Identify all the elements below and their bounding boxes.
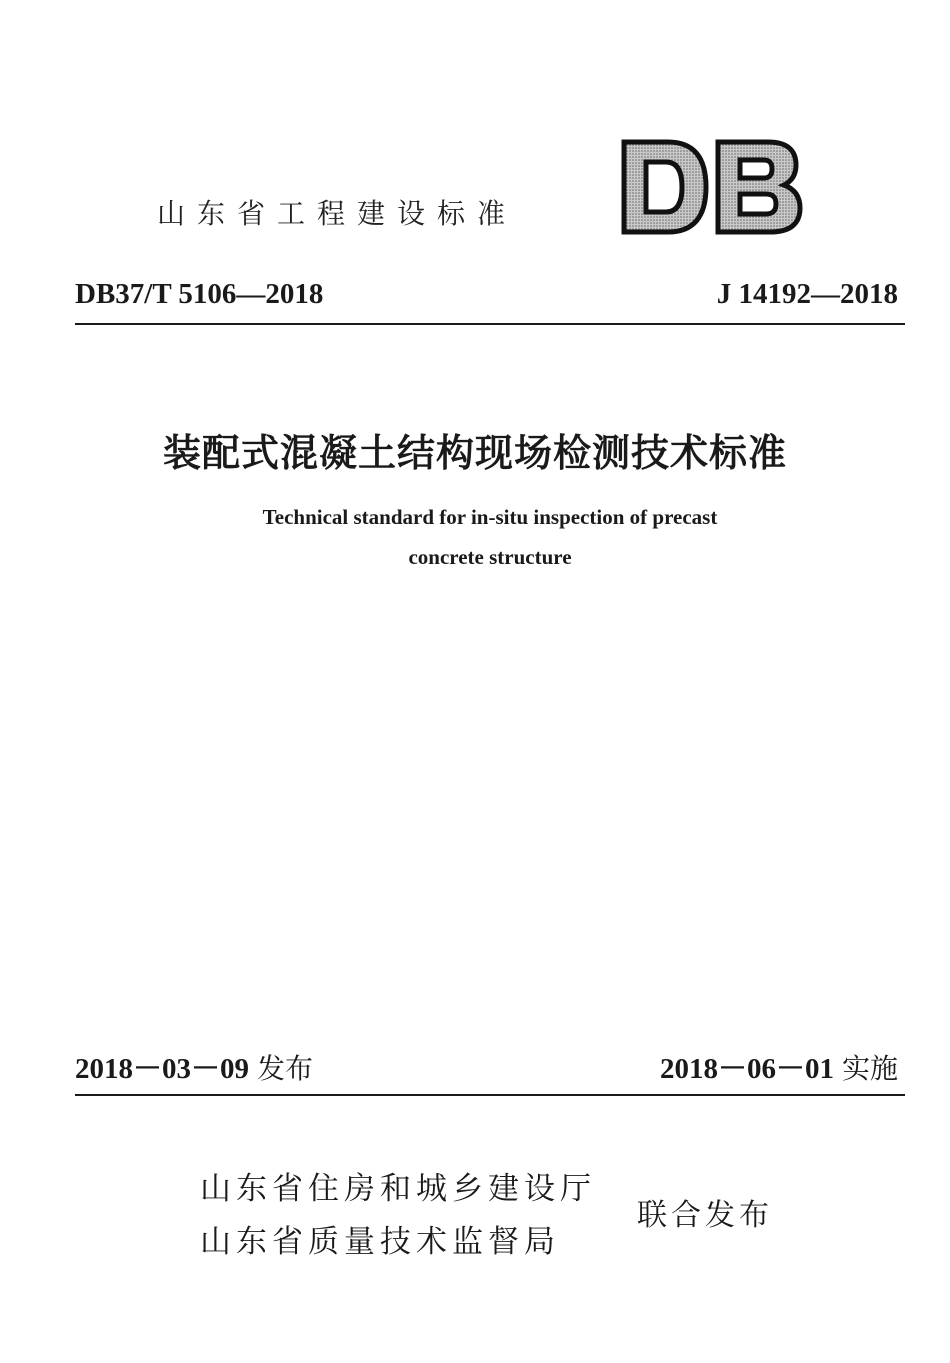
title-english-line1: Technical standard for in-situ inspection of precast <box>262 505 718 529</box>
standard-category: 山东省工程建设标准 <box>157 197 518 230</box>
joint-issue-label: 联合发布 <box>637 1198 773 1233</box>
top-divider <box>75 323 905 325</box>
issuer-line2: 山东省质量技术监督局 <box>200 1224 560 1260</box>
issue-date: 2018－03－09 <box>75 1053 250 1085</box>
db-logo <box>620 138 804 236</box>
title-english-line2: concrete structure <box>408 545 572 569</box>
standard-number: DB37/T 5106—2018 <box>75 278 324 310</box>
record-number: J 14192—2018 <box>716 278 898 310</box>
effective-date-block <box>660 1046 898 1087</box>
effective-label: 实施 <box>841 1052 898 1085</box>
bottom-divider <box>75 1094 905 1096</box>
issue-date-block <box>75 1046 313 1087</box>
effective-date: 2018－06－01 <box>659 1053 834 1085</box>
title-chinese: 装配式混凝土结构现场检测技术标准 <box>162 430 787 475</box>
issuer-line1: 山东省住房和城乡建设厅 <box>200 1171 596 1207</box>
issue-label: 发布 <box>257 1052 314 1085</box>
